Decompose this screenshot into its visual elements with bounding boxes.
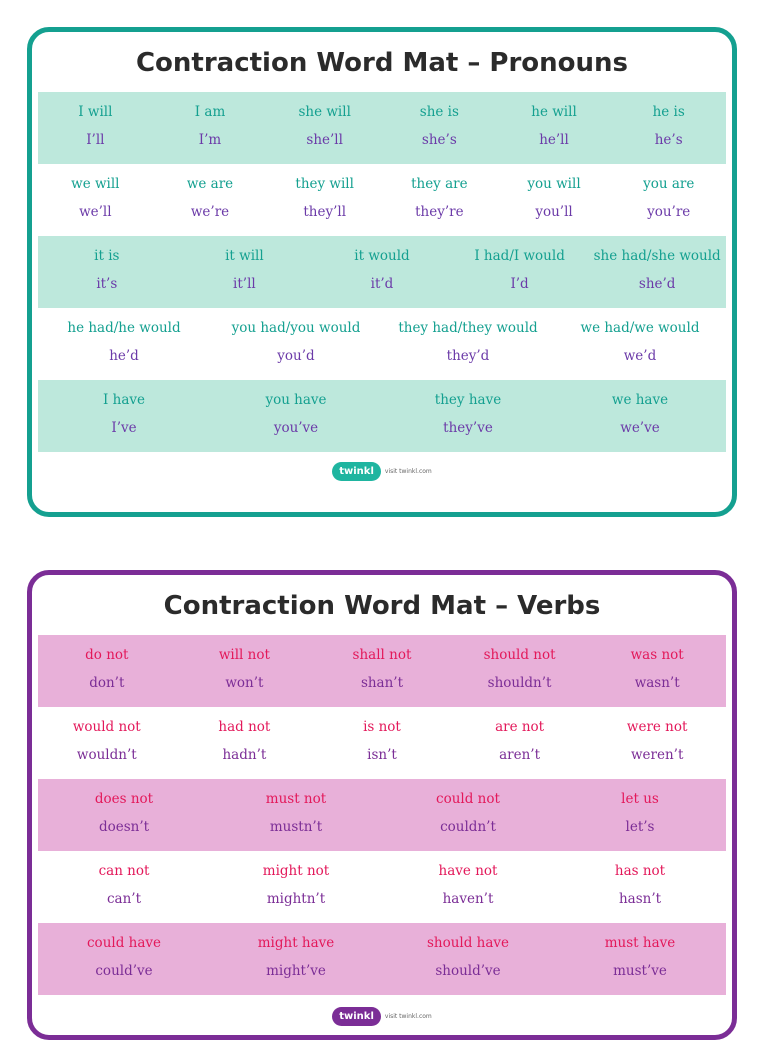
contracted-form: haven’t: [442, 891, 494, 907]
full-form: they have: [434, 392, 502, 408]
full-form: he will: [531, 104, 577, 120]
contraction-cell: [588, 236, 726, 308]
contraction-cell: [38, 92, 153, 164]
contraction-cell: [267, 92, 382, 164]
full-form: she will: [298, 104, 351, 120]
pronouns-word-mat: [27, 27, 737, 517]
contracted-form: we’re: [190, 204, 230, 220]
contraction-cell: [382, 779, 554, 851]
full-form: I had/I would: [474, 248, 565, 264]
contracted-form: aren’t: [499, 747, 541, 763]
contracted-form: it’s: [96, 276, 118, 292]
word-row: [38, 380, 726, 452]
contraction-cell: [313, 707, 451, 779]
contracted-form: he’d: [109, 348, 139, 364]
full-form: could have: [87, 935, 161, 951]
contraction-cell: [382, 923, 554, 995]
contraction-cell: [153, 92, 268, 164]
contracted-form: won’t: [225, 675, 264, 691]
contracted-form: couldn’t: [440, 819, 496, 835]
contraction-cell: [588, 707, 726, 779]
contraction-cell: [38, 635, 176, 707]
full-form: should have: [426, 935, 510, 951]
contracted-form: isn’t: [367, 747, 397, 763]
contraction-cell: [210, 923, 382, 995]
full-form: they will: [295, 176, 354, 192]
full-form: should not: [483, 647, 556, 663]
full-form: were not: [626, 719, 688, 735]
twinkl-logo: twinkl: [332, 462, 381, 481]
full-form: we will: [71, 176, 120, 192]
contracted-form: shan’t: [360, 675, 404, 691]
full-form: could not: [436, 791, 500, 807]
contracted-form: we’ve: [620, 420, 660, 436]
contraction-cell: [382, 164, 497, 236]
full-form: must have: [604, 935, 676, 951]
contraction-cell: [554, 779, 726, 851]
contraction-cell: [497, 164, 612, 236]
full-form: they are: [411, 176, 468, 192]
contracted-form: it’ll: [233, 276, 256, 292]
full-form: might have: [257, 935, 335, 951]
full-form: he is: [652, 104, 685, 120]
full-form: is not: [363, 719, 401, 735]
full-form: it would: [354, 248, 410, 264]
contraction-cell: [313, 236, 451, 308]
verbs-footer: [32, 1007, 732, 1026]
contracted-form: she’s: [421, 132, 457, 148]
contraction-cell: [313, 635, 451, 707]
full-form: they had/they would: [398, 320, 538, 336]
pronouns-title: Contraction Word Mat – Pronouns: [135, 48, 629, 78]
contraction-cell: [38, 164, 153, 236]
word-row: [38, 92, 726, 164]
visit-link: visit twinkl.com: [384, 468, 432, 475]
contracted-form: mightn’t: [266, 891, 326, 907]
word-row: [38, 164, 726, 236]
contraction-cell: [554, 380, 726, 452]
pronouns-rows: [38, 92, 726, 452]
contracted-form: let’s: [625, 819, 655, 835]
contraction-cell: [38, 707, 176, 779]
contracted-form: you’d: [277, 348, 315, 364]
full-form: it will: [225, 248, 264, 264]
contracted-form: I’m: [198, 132, 222, 148]
contracted-form: must’ve: [613, 963, 667, 979]
full-form: can not: [98, 863, 150, 879]
full-form: are not: [495, 719, 545, 735]
contraction-cell: [210, 308, 382, 380]
contracted-form: she’d: [638, 276, 676, 292]
contraction-cell: [451, 635, 589, 707]
contraction-cell: [210, 851, 382, 923]
contracted-form: wasn’t: [634, 675, 680, 691]
full-form: you will: [527, 176, 581, 192]
visit-link: visit twinkl.com: [384, 1013, 432, 1020]
full-form: shall not: [352, 647, 412, 663]
contraction-cell: [451, 236, 589, 308]
contracted-form: I’ll: [86, 132, 105, 148]
contracted-form: hasn’t: [618, 891, 662, 907]
word-row: [38, 236, 726, 308]
contraction-cell: [153, 164, 268, 236]
full-form: had not: [218, 719, 271, 735]
contraction-cell: [554, 923, 726, 995]
twinkl-logo: twinkl: [332, 1007, 381, 1026]
full-form: must not: [265, 791, 327, 807]
word-row: [38, 308, 726, 380]
word-row: [38, 635, 726, 707]
full-form: you are: [643, 176, 695, 192]
contracted-form: he’s: [654, 132, 683, 148]
contracted-form: we’d: [623, 348, 657, 364]
full-form: she is: [419, 104, 459, 120]
contraction-cell: [451, 707, 589, 779]
contracted-form: they’ll: [303, 204, 347, 220]
full-form: I have: [103, 392, 145, 408]
contracted-form: they’re: [415, 204, 464, 220]
verbs-word-mat: [27, 570, 737, 1040]
contraction-cell: [497, 92, 612, 164]
contraction-cell: [38, 923, 210, 995]
contraction-cell: [267, 164, 382, 236]
full-form: you had/you would: [231, 320, 361, 336]
full-form: I will: [78, 104, 113, 120]
contracted-form: you’ll: [535, 204, 573, 220]
contraction-cell: [611, 92, 726, 164]
full-form: I am: [194, 104, 226, 120]
full-form: will not: [218, 647, 270, 663]
full-form: she had/she would: [593, 248, 721, 264]
contracted-form: might’ve: [266, 963, 326, 979]
contracted-form: it’d: [370, 276, 394, 292]
full-form: it is: [94, 248, 120, 264]
contraction-cell: [382, 380, 554, 452]
contraction-cell: [382, 92, 497, 164]
word-row: [38, 851, 726, 923]
contraction-cell: [382, 308, 554, 380]
full-form: you have: [265, 392, 327, 408]
contracted-form: we’ll: [79, 204, 112, 220]
contracted-form: could’ve: [95, 963, 153, 979]
full-form: do not: [85, 647, 129, 663]
full-form: let us: [621, 791, 659, 807]
contraction-cell: [554, 308, 726, 380]
contracted-form: I’d: [510, 276, 529, 292]
verbs-title: Contraction Word Mat – Verbs: [163, 591, 601, 621]
full-form: does not: [94, 791, 154, 807]
contraction-cell: [38, 236, 176, 308]
contraction-cell: [176, 635, 314, 707]
contraction-cell: [38, 308, 210, 380]
contraction-cell: [611, 164, 726, 236]
full-form: was not: [630, 647, 684, 663]
contraction-cell: [38, 851, 210, 923]
contraction-cell: [588, 635, 726, 707]
full-form: we have: [611, 392, 669, 408]
contracted-form: hadn’t: [222, 747, 267, 763]
contraction-cell: [382, 851, 554, 923]
contracted-form: weren’t: [630, 747, 684, 763]
contracted-form: don’t: [89, 675, 125, 691]
contracted-form: you’ve: [273, 420, 319, 436]
full-form: might not: [262, 863, 330, 879]
contracted-form: wouldn’t: [76, 747, 137, 763]
contracted-form: should’ve: [435, 963, 501, 979]
contracted-form: can’t: [106, 891, 142, 907]
full-form: has not: [614, 863, 666, 879]
contraction-cell: [210, 380, 382, 452]
word-row: [38, 707, 726, 779]
contraction-cell: [210, 779, 382, 851]
full-form: would not: [72, 719, 141, 735]
contracted-form: they’d: [446, 348, 490, 364]
contracted-form: he’ll: [539, 132, 569, 148]
contracted-form: you’re: [647, 204, 691, 220]
contraction-cell: [38, 380, 210, 452]
full-form: we had/we would: [580, 320, 700, 336]
word-row: [38, 923, 726, 995]
contraction-cell: [176, 707, 314, 779]
contraction-cell: [176, 236, 314, 308]
full-form: have not: [438, 863, 498, 879]
contraction-cell: [554, 851, 726, 923]
pronouns-footer: [32, 462, 732, 481]
contraction-cell: [38, 779, 210, 851]
contracted-form: doesn’t: [98, 819, 150, 835]
contracted-form: they’ve: [443, 420, 493, 436]
full-form: we are: [186, 176, 234, 192]
contracted-form: I’ve: [111, 420, 137, 436]
word-row: [38, 779, 726, 851]
verbs-rows: [38, 635, 726, 995]
contracted-form: she’ll: [306, 132, 343, 148]
full-form: he had/he would: [67, 320, 181, 336]
contracted-form: shouldn’t: [487, 675, 552, 691]
contracted-form: mustn’t: [269, 819, 323, 835]
